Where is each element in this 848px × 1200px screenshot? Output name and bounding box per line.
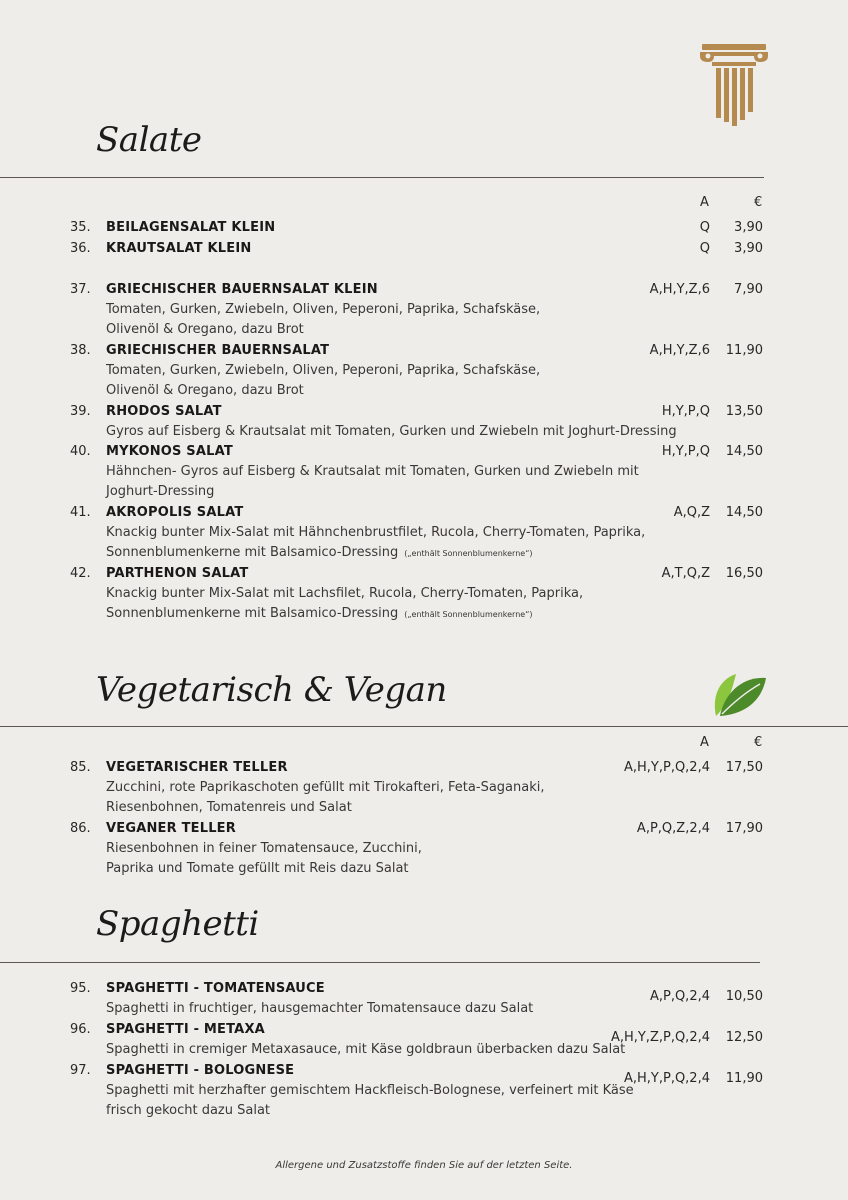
item-name: GRIECHISCHER BAUERNSALAT KLEIN	[106, 282, 378, 297]
item-name: SPAGHETTI - BOLOGNESE	[106, 1063, 295, 1078]
column-header-allergens: A	[700, 735, 709, 750]
section-divider	[0, 726, 848, 727]
section-title-spaghetti: Spaghetti	[96, 904, 259, 944]
item-price: 11,90	[725, 343, 763, 358]
item-description: Riesenbohnen, Tomatenreis und Salat	[106, 800, 352, 815]
section-divider	[0, 962, 760, 963]
item-price: 14,50	[725, 505, 763, 520]
item-allergens: Q	[699, 241, 710, 256]
item-description: Paprika und Tomate gefüllt mit Reis dazu Salat	[106, 861, 409, 876]
column-header-price: €	[754, 195, 763, 210]
item-price: 12,50	[725, 1030, 763, 1045]
item-description: Knackig bunter Mix-Salat mit Hähnchenbrustfilet, Rucola, Cherry-Tomaten, Paprika,	[106, 525, 646, 540]
item-number: 96.	[70, 1022, 91, 1037]
item-number: 97.	[70, 1063, 91, 1078]
item-allergens: A,H,Y,P,Q,2,4	[623, 760, 710, 775]
footer-note: Allergene und Zusatzstoffe finden Sie auf der letzten Seite.	[275, 1160, 573, 1171]
item-description: Olivenöl & Oregano, dazu Brot	[106, 322, 304, 337]
item-allergens: A,Q,Z	[673, 505, 710, 520]
item-description: Tomaten, Gurken, Zwiebeln, Oliven, Peperoni, Paprika, Schafskäse,	[106, 363, 541, 378]
item-name: KRAUTSALAT KLEIN	[106, 241, 252, 256]
item-price: 3,90	[734, 220, 763, 235]
item-name: AKROPOLIS SALAT	[106, 505, 244, 520]
item-name: VEGETARISCHER TELLER	[106, 760, 288, 775]
item-name: BEILAGENSALAT KLEIN	[106, 220, 276, 235]
item-number: 42.	[70, 566, 91, 581]
item-number: 41.	[70, 505, 91, 520]
item-description: Gyros auf Eisberg & Krautsalat mit Tomaten, Gurken und Zwiebeln mit Joghurt-Dressing	[106, 424, 677, 439]
item-allergens: H,Y,P,Q	[661, 404, 710, 419]
item-name: PARTHENON SALAT	[106, 566, 249, 581]
leaf-icon	[710, 666, 768, 720]
item-price: 14,50	[725, 444, 763, 459]
section-title-salate: Salate	[96, 120, 202, 160]
item-price: 3,90	[734, 241, 763, 256]
item-name: RHODOS SALAT	[106, 404, 222, 419]
item-number: 85.	[70, 760, 91, 775]
item-number: 86.	[70, 821, 91, 836]
item-description: Riesenbohnen in feiner Tomatensauce, Zucchini,	[106, 841, 422, 856]
item-number: 95.	[70, 981, 91, 996]
item-allergens: A,P,Q,2,4	[649, 989, 710, 1004]
item-description: Knackig bunter Mix-Salat mit Lachsfilet, Rucola, Cherry-Tomaten, Paprika,	[106, 586, 584, 601]
item-price: 13,50	[725, 404, 763, 419]
item-name: VEGANER TELLER	[106, 821, 236, 836]
item-description: Joghurt-Dressing	[106, 484, 215, 499]
item-number: 38.	[70, 343, 91, 358]
item-price: 17,90	[725, 821, 763, 836]
item-description: Sonnenblumenkerne mit Balsamico-Dressing („enthält Sonnenblumenkerne“)	[106, 545, 533, 560]
item-description: Tomaten, Gurken, Zwiebeln, Oliven, Peperoni, Paprika, Schafskäse,	[106, 302, 541, 317]
item-name: MYKONOS SALAT	[106, 444, 233, 459]
item-description: frisch gekocht dazu Salat	[106, 1103, 271, 1118]
item-description: Spaghetti in fruchtiger, hausgemachter Tomatensauce dazu Salat	[106, 1001, 534, 1016]
column-header-price: €	[754, 735, 763, 750]
item-number: 35.	[70, 220, 91, 235]
greek-column-icon	[698, 42, 770, 128]
item-price: 7,90	[734, 282, 763, 297]
item-allergens: A,H,Y,Z,6	[649, 282, 710, 297]
item-number: 37.	[70, 282, 91, 297]
column-header-allergens: A	[700, 195, 709, 210]
item-description: Hähnchen- Gyros auf Eisberg & Krautsalat mit Tomaten, Gurken und Zwiebeln mit	[106, 464, 639, 479]
item-allergens: Q	[699, 220, 710, 235]
item-name: GRIECHISCHER BAUERNSALAT	[106, 343, 330, 358]
item-name: SPAGHETTI - METAXA	[106, 1022, 265, 1037]
item-allergens: H,Y,P,Q	[661, 444, 710, 459]
item-price: 16,50	[725, 566, 763, 581]
item-allergens: A,H,Y,Z,6	[649, 343, 710, 358]
item-note: („enthält Sonnenblumenkerne“)	[404, 610, 533, 619]
item-number: 40.	[70, 444, 91, 459]
item-description: Zucchini, rote Paprikaschoten gefüllt mit Tirokafteri, Feta-Saganaki,	[106, 780, 545, 795]
item-description: Spaghetti mit herzhafter gemischtem Hackfleisch-Bolognese, verfeinert mit Käse	[106, 1083, 634, 1098]
item-description: Sonnenblumenkerne mit Balsamico-Dressing („enthält Sonnenblumenkerne“)	[106, 606, 533, 621]
item-price: 10,50	[725, 989, 763, 1004]
item-description: Olivenöl & Oregano, dazu Brot	[106, 383, 304, 398]
item-allergens: A,T,Q,Z	[661, 566, 710, 581]
item-allergens: A,H,Y,P,Q,2,4	[623, 1071, 710, 1086]
item-allergens: A,H,Y,Z,P,Q,2,4	[610, 1030, 710, 1045]
item-note: („enthält Sonnenblumenkerne“)	[404, 549, 533, 558]
item-number: 36.	[70, 241, 91, 256]
item-allergens: A,P,Q,Z,2,4	[636, 821, 710, 836]
item-price: 17,50	[725, 760, 763, 775]
item-description: Spaghetti in cremiger Metaxasauce, mit Käse goldbraun überbacken dazu Salat	[106, 1042, 626, 1057]
item-price: 11,90	[725, 1071, 763, 1086]
item-number: 39.	[70, 404, 91, 419]
section-title-vegetarisch: Vegetarisch & Vegan	[96, 670, 447, 710]
section-divider	[0, 177, 764, 178]
item-name: SPAGHETTI - TOMATENSAUCE	[106, 981, 325, 996]
